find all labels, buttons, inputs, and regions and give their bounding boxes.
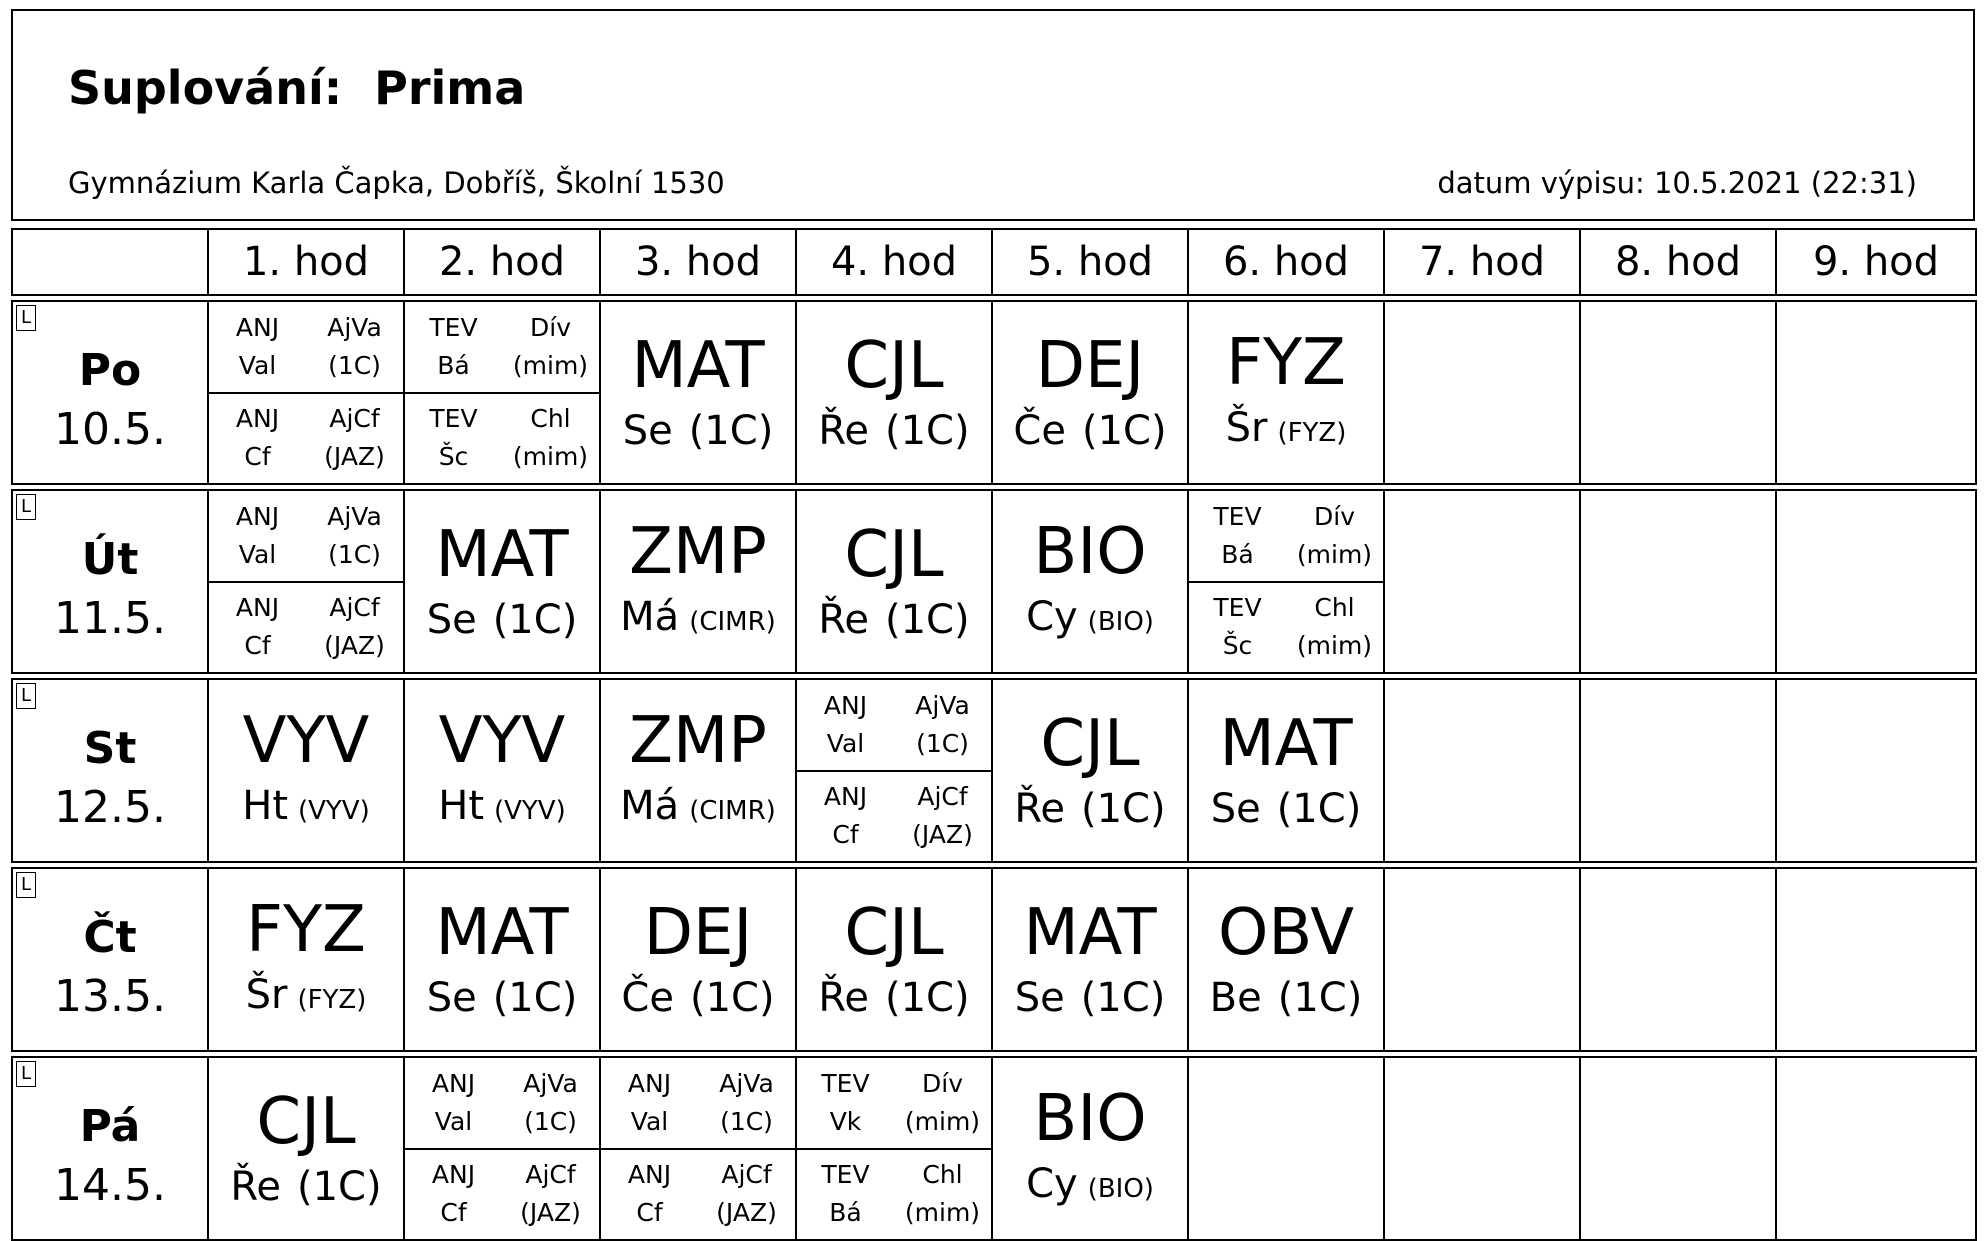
day-label-cell — [12, 1057, 208, 1240]
lesson-teacher: Se — [426, 596, 477, 643]
split-lesson-text: Vk — [829, 1106, 862, 1136]
split-lesson-text: TEV — [821, 1160, 870, 1190]
lesson-teacher: Ře — [818, 407, 869, 454]
empty-cell — [1384, 301, 1580, 484]
split-lesson — [209, 302, 403, 483]
split-lesson-text: AjVa — [523, 1068, 578, 1098]
split-lesson — [209, 491, 403, 672]
split-lesson-text: AjVa — [915, 690, 970, 720]
split-lesson-text: (mim) — [904, 1106, 981, 1136]
split-lesson-text: AjCf — [721, 1160, 772, 1190]
empty-cell — [1580, 868, 1776, 1051]
split-lesson-text: ANJ — [431, 1160, 476, 1190]
split-lesson-half — [209, 392, 403, 484]
day-row — [12, 1057, 1976, 1240]
split-lesson-text: AjCf — [917, 782, 968, 812]
lesson-teacher: Cy — [1026, 1161, 1078, 1207]
lesson-cell — [1188, 868, 1384, 1051]
document-header — [11, 9, 1975, 221]
split-lesson-text: TEV — [429, 312, 478, 342]
lesson-subject: MAT — [631, 328, 765, 403]
split-lesson-text: AjVa — [327, 312, 382, 342]
lesson-cell — [600, 301, 796, 484]
lesson-group: (1C) — [1081, 407, 1167, 454]
lesson-cell — [796, 679, 992, 862]
empty-cell — [1384, 679, 1580, 862]
split-lesson-text: ANJ — [235, 312, 280, 342]
split-lesson-half — [601, 1148, 795, 1240]
period-header: 2. hod — [404, 229, 600, 295]
lesson-cell — [208, 868, 404, 1051]
split-lesson-half — [797, 680, 991, 770]
lesson-group: (CIMR) — [689, 796, 776, 826]
lesson-subject: CJL — [844, 895, 944, 970]
lesson-cell — [992, 490, 1188, 673]
split-lesson-text: ANJ — [627, 1068, 672, 1098]
split-lesson-text: Šc — [438, 442, 469, 472]
split-lesson-text: (JAZ) — [324, 631, 385, 661]
empty-cell — [1776, 490, 1976, 673]
lesson-subject: ZMP — [629, 515, 767, 589]
lesson-subject: OBV — [1217, 895, 1355, 970]
split-lesson-text: Val — [630, 1106, 669, 1136]
print-date: datum výpisu: 10.5.2021 (22:31) — [1437, 166, 1917, 200]
l-marker: L — [16, 683, 36, 709]
substitution-timetable — [11, 228, 1977, 1241]
split-lesson-text: Bá — [1221, 539, 1254, 569]
day-date: 10.5. — [54, 403, 166, 455]
lesson-info — [993, 784, 1187, 834]
split-lesson — [601, 1058, 795, 1239]
empty-cell — [1384, 868, 1580, 1051]
split-lesson-half — [405, 392, 599, 484]
split-lesson-text: Bá — [437, 350, 470, 380]
split-lesson-text: (1C) — [328, 539, 381, 569]
split-lesson-half — [209, 302, 403, 392]
split-lesson — [797, 1058, 991, 1239]
lesson-subject: MAT — [435, 517, 569, 592]
split-lesson-text: Chl — [1314, 593, 1355, 623]
lesson-info — [993, 973, 1187, 1023]
day-row — [12, 868, 1976, 1051]
lesson-subject: CJL — [844, 517, 944, 592]
lesson-teacher: Má — [620, 783, 680, 829]
split-lesson-text: Chl — [922, 1160, 963, 1190]
lesson-group: (CIMR) — [689, 607, 776, 637]
split-lesson-text: (JAZ) — [520, 1198, 581, 1228]
day-label-cell — [12, 679, 208, 862]
lesson-teacher: Ht — [242, 783, 288, 829]
day-name: St — [83, 722, 137, 774]
split-lesson-text: (1C) — [328, 350, 381, 380]
split-lesson-text: (1C) — [720, 1106, 773, 1136]
lesson-group: (1C) — [1277, 974, 1363, 1021]
lesson-subject: ZMP — [629, 704, 767, 778]
empty-cell — [1384, 1057, 1580, 1240]
lesson-info — [209, 781, 403, 836]
lesson-group: (1C) — [689, 974, 775, 1021]
l-marker: L — [16, 494, 36, 520]
split-lesson-text: AjCf — [329, 593, 380, 623]
lesson-cell — [796, 490, 992, 673]
lesson-subject: BIO — [1033, 1082, 1147, 1156]
split-lesson-text: ANJ — [627, 1160, 672, 1190]
split-lesson-text: (mim) — [1296, 631, 1373, 661]
empty-cell — [1776, 679, 1976, 862]
lesson-cell — [208, 1057, 404, 1240]
school-name: Gymnázium Karla Čapka, Dobříš, Školní 1530 — [68, 166, 725, 200]
empty-cell — [1580, 679, 1776, 862]
day-name: Čt — [83, 911, 137, 963]
split-lesson — [1189, 491, 1383, 672]
split-lesson-half — [601, 1058, 795, 1148]
day-date: 14.5. — [54, 1159, 166, 1211]
split-lesson-text: Bá — [829, 1198, 862, 1228]
split-lesson-text: TEV — [821, 1068, 870, 1098]
lesson-group: (VYV) — [494, 796, 566, 826]
lesson-cell — [992, 679, 1188, 862]
split-lesson-text: (mim) — [1296, 539, 1373, 569]
lesson-cell — [404, 301, 600, 484]
lesson-teacher: Má — [620, 594, 680, 640]
corner-cell — [12, 229, 208, 295]
lesson-group: (1C) — [885, 407, 970, 454]
split-lesson-text: AjCf — [525, 1160, 576, 1190]
lesson-cell — [600, 679, 796, 862]
lesson-group: (1C) — [297, 1163, 382, 1210]
lesson-teacher: Ře — [818, 974, 869, 1021]
empty-cell — [1580, 490, 1776, 673]
lesson-subject: VYV — [242, 704, 370, 778]
lesson-subject: FYZ — [1226, 326, 1346, 400]
lesson-info — [1189, 784, 1383, 834]
split-lesson-text: (mim) — [904, 1198, 981, 1228]
lesson-cell — [1188, 490, 1384, 673]
day-row — [12, 490, 1976, 673]
split-lesson-half — [1189, 491, 1383, 581]
empty-cell — [1580, 301, 1776, 484]
split-lesson-half — [797, 770, 991, 862]
lesson-subject: CJL — [256, 1084, 356, 1159]
lesson-info — [405, 595, 599, 645]
empty-cell — [1776, 301, 1976, 484]
period-header: 9. hod — [1776, 229, 1976, 295]
lesson-subject: BIO — [1033, 515, 1147, 589]
period-header: 6. hod — [1188, 229, 1384, 295]
lesson-teacher: Šr — [1225, 405, 1268, 451]
empty-cell — [1776, 868, 1976, 1051]
lesson-info — [405, 973, 599, 1023]
lesson-group: (1C) — [1080, 974, 1166, 1021]
split-lesson-text: Cf — [244, 442, 271, 472]
lesson-subject: MAT — [1219, 706, 1353, 781]
lesson-info — [601, 592, 795, 647]
period-header: 8. hod — [1580, 229, 1776, 295]
lesson-subject: MAT — [1023, 895, 1157, 970]
split-lesson-text: ANJ — [823, 690, 868, 720]
lesson-info — [797, 406, 991, 456]
split-lesson-text: TEV — [1213, 593, 1262, 623]
day-row — [12, 301, 1976, 484]
lesson-teacher: Ře — [230, 1163, 281, 1210]
lesson-group: (1C) — [1276, 785, 1362, 832]
lesson-subject: DEJ — [643, 895, 753, 970]
lesson-info — [209, 1162, 403, 1212]
lesson-cell — [404, 868, 600, 1051]
lesson-info — [1189, 403, 1383, 458]
split-lesson-text: Dív — [530, 312, 571, 342]
split-lesson-text: ANJ — [235, 593, 280, 623]
split-lesson-text: Val — [826, 728, 865, 758]
split-lesson-text: Cf — [244, 631, 271, 661]
lesson-teacher: Cy — [1026, 594, 1078, 640]
lesson-teacher: Se — [1210, 785, 1261, 832]
lesson-teacher: Se — [426, 974, 477, 1021]
lesson-group: (VYV) — [298, 796, 370, 826]
lesson-info — [993, 1159, 1187, 1214]
lesson-subject: MAT — [435, 895, 569, 970]
empty-cell — [1776, 1057, 1976, 1240]
day-date: 12.5. — [54, 781, 166, 833]
split-lesson-half — [1189, 581, 1383, 673]
lesson-group: (1C) — [492, 974, 578, 1021]
lesson-teacher: Ře — [818, 596, 869, 643]
lesson-info — [797, 973, 991, 1023]
l-marker: L — [16, 1061, 36, 1087]
split-lesson-text: AjVa — [327, 501, 382, 531]
split-lesson-half — [209, 581, 403, 673]
lesson-teacher: Če — [1013, 407, 1066, 454]
lesson-cell — [796, 868, 992, 1051]
split-lesson-half — [797, 1148, 991, 1240]
lesson-subject: CJL — [844, 328, 944, 403]
split-lesson-text: Val — [238, 350, 277, 380]
lesson-cell — [600, 490, 796, 673]
lesson-cell — [1188, 301, 1384, 484]
split-lesson-text: ANJ — [431, 1068, 476, 1098]
lesson-info — [797, 595, 991, 645]
split-lesson-text: (mim) — [512, 350, 589, 380]
lesson-info — [601, 781, 795, 836]
lesson-group: (1C) — [688, 407, 774, 454]
lesson-subject: CJL — [1040, 706, 1140, 781]
lesson-teacher: Ht — [438, 783, 484, 829]
day-name: Pá — [79, 1100, 141, 1152]
period-header-row — [12, 229, 1976, 295]
lesson-cell — [208, 679, 404, 862]
split-lesson-text: Val — [434, 1106, 473, 1136]
split-lesson — [405, 302, 599, 483]
split-lesson-text: (JAZ) — [912, 820, 973, 850]
day-date: 13.5. — [54, 970, 166, 1022]
lesson-cell — [404, 679, 600, 862]
day-row — [12, 679, 1976, 862]
split-lesson-text: Cf — [636, 1198, 663, 1228]
period-header: 3. hod — [600, 229, 796, 295]
split-lesson-text: (JAZ) — [716, 1198, 777, 1228]
split-lesson-text: TEV — [429, 404, 478, 434]
lesson-info — [993, 406, 1187, 456]
lesson-info — [405, 781, 599, 836]
split-lesson-text: AjVa — [719, 1068, 774, 1098]
split-lesson-text: Šc — [1222, 631, 1253, 661]
lesson-cell — [404, 1057, 600, 1240]
period-header: 1. hod — [208, 229, 404, 295]
lesson-cell — [208, 490, 404, 673]
lesson-teacher: Ře — [1014, 785, 1065, 832]
split-lesson-half — [797, 1058, 991, 1148]
lesson-group: (BIO) — [1087, 1174, 1154, 1204]
period-header: 4. hod — [796, 229, 992, 295]
split-lesson-half — [405, 1148, 599, 1240]
empty-cell — [1580, 1057, 1776, 1240]
lesson-teacher: Šr — [245, 972, 288, 1018]
lesson-cell — [208, 301, 404, 484]
day-date: 11.5. — [54, 592, 166, 644]
split-lesson-text: (mim) — [512, 442, 589, 472]
period-header: 5. hod — [992, 229, 1188, 295]
l-marker: L — [16, 872, 36, 898]
lesson-group: (BIO) — [1087, 607, 1154, 637]
lesson-info — [993, 592, 1187, 647]
lesson-teacher: Se — [1014, 974, 1065, 1021]
split-lesson — [405, 1058, 599, 1239]
page-title: Suplování: Prima — [68, 61, 526, 115]
empty-cell — [1384, 490, 1580, 673]
lesson-group: (1C) — [1081, 785, 1166, 832]
lesson-teacher: Če — [621, 974, 674, 1021]
lesson-cell — [992, 301, 1188, 484]
split-lesson-text: Cf — [832, 820, 859, 850]
lesson-info — [601, 406, 795, 456]
lesson-teacher: Be — [1209, 974, 1262, 1021]
split-lesson-text: (1C) — [524, 1106, 577, 1136]
day-label-cell — [12, 490, 208, 673]
split-lesson-text: Cf — [440, 1198, 467, 1228]
split-lesson-half — [405, 1058, 599, 1148]
lesson-cell — [404, 490, 600, 673]
lesson-info — [601, 973, 795, 1023]
split-lesson-text: (JAZ) — [324, 442, 385, 472]
lesson-subject: VYV — [438, 704, 566, 778]
day-label-cell — [12, 301, 208, 484]
split-lesson-text: AjCf — [329, 404, 380, 434]
split-lesson — [797, 680, 991, 861]
lesson-group: (FYZ) — [297, 985, 367, 1015]
split-lesson-half — [209, 491, 403, 581]
lesson-group: (1C) — [492, 596, 578, 643]
split-lesson-text: Dív — [1314, 501, 1355, 531]
lesson-cell — [600, 868, 796, 1051]
day-name: Po — [78, 344, 142, 396]
lesson-subject: DEJ — [1035, 328, 1145, 403]
split-lesson-text: Chl — [530, 404, 571, 434]
lesson-info — [209, 970, 403, 1025]
lesson-cell — [992, 868, 1188, 1051]
lesson-group: (FYZ) — [1277, 418, 1347, 448]
lesson-cell — [600, 1057, 796, 1240]
lesson-cell — [992, 1057, 1188, 1240]
split-lesson-text: (1C) — [916, 728, 969, 758]
split-lesson-half — [405, 302, 599, 392]
lesson-group: (1C) — [885, 974, 970, 1021]
split-lesson-text: ANJ — [235, 501, 280, 531]
split-lesson-text: ANJ — [235, 404, 280, 434]
lesson-info — [1189, 973, 1383, 1023]
empty-cell — [1188, 1057, 1384, 1240]
split-lesson-text: Dív — [922, 1068, 963, 1098]
lesson-cell — [796, 1057, 992, 1240]
lesson-cell — [796, 301, 992, 484]
lesson-cell — [1188, 679, 1384, 862]
split-lesson-text: Val — [238, 539, 277, 569]
lesson-teacher: Se — [622, 407, 673, 454]
period-header: 7. hod — [1384, 229, 1580, 295]
split-lesson-text: TEV — [1213, 501, 1262, 531]
lesson-subject: FYZ — [246, 893, 366, 967]
day-name: Út — [81, 533, 139, 585]
l-marker: L — [16, 305, 36, 331]
split-lesson-text: ANJ — [823, 782, 868, 812]
day-label-cell — [12, 868, 208, 1051]
lesson-group: (1C) — [885, 596, 970, 643]
